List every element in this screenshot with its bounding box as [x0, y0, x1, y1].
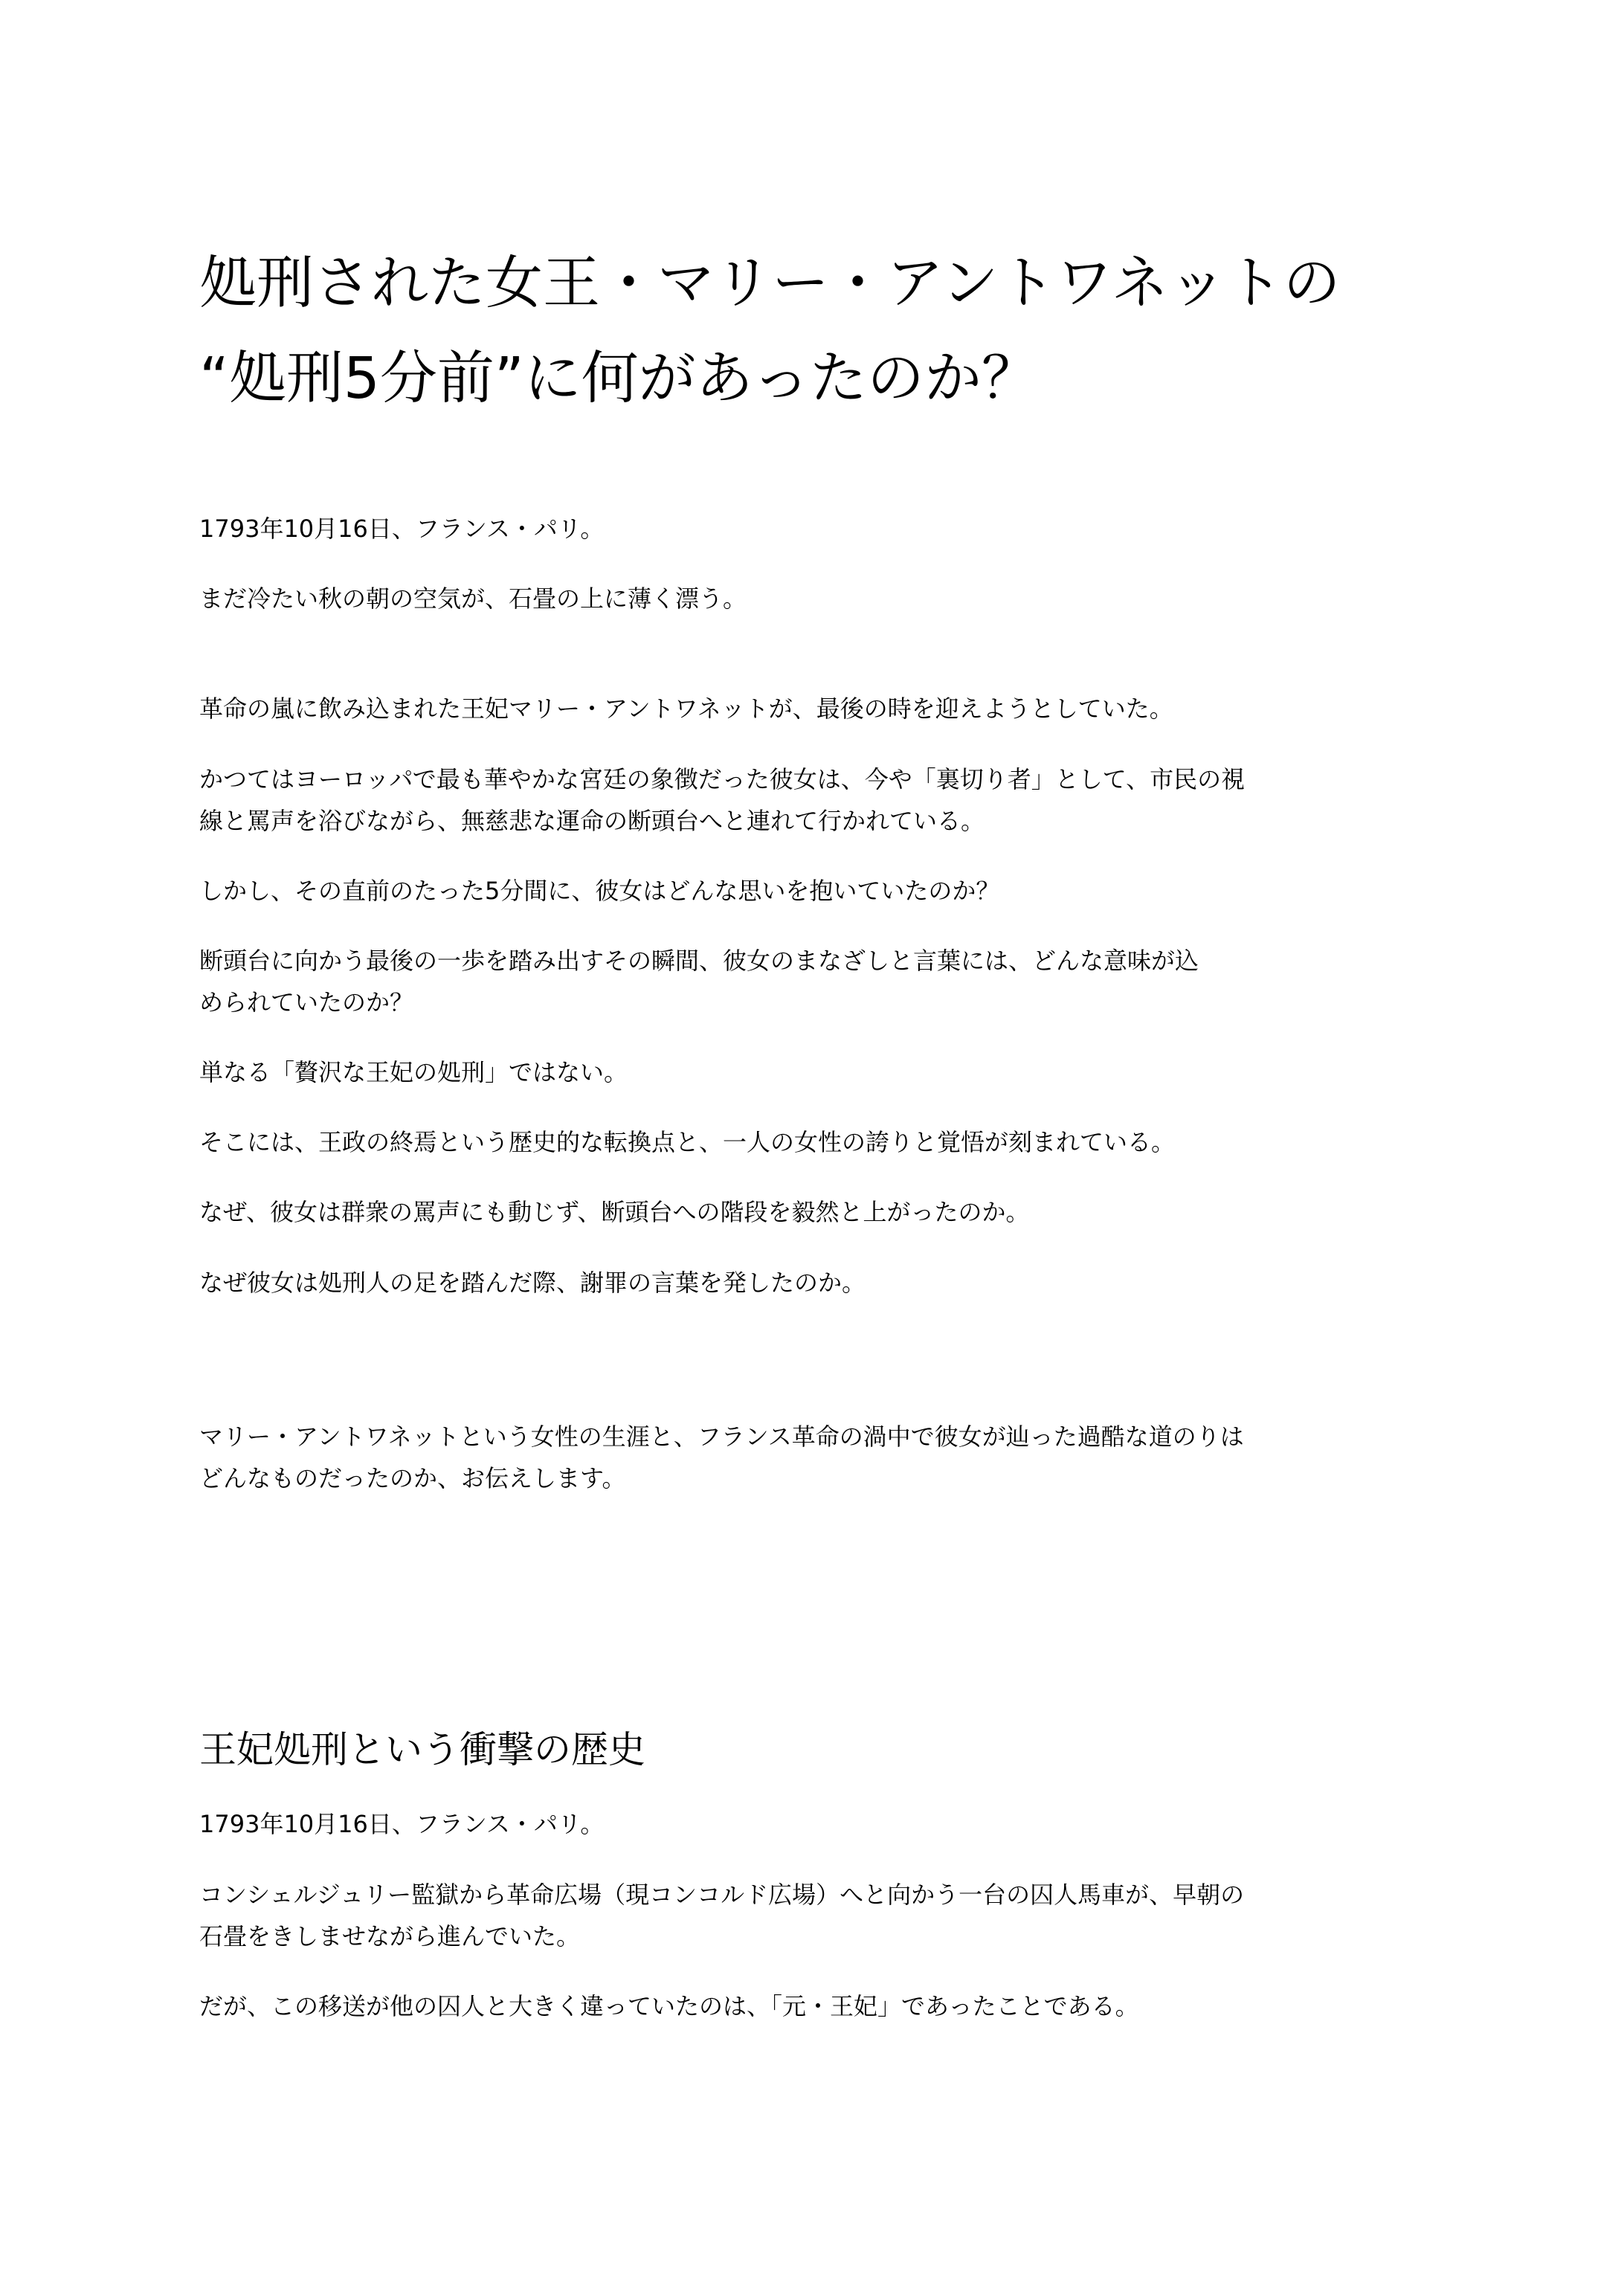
intro-paragraph-why-apology: なぜ彼女は処刑人の足を踏んだ際、謝罪の言葉を発したのか。 — [199, 1269, 866, 1297]
section-heading: 王妃処刑という衝撃の歴史 — [199, 1728, 645, 1771]
intro-paragraph-summary-line-2: どんなものだったのか、お伝えします。 — [199, 1464, 626, 1492]
intro-paragraph-court — [199, 758, 1449, 842]
intro-paragraph-storm: 革命の嵐に飲み込まれた王妃マリー・アントワネットが、最後の時を迎えようとしていた。 — [199, 695, 1173, 723]
intro-paragraph-last-step-line-2: められていたのか？ — [199, 988, 414, 1016]
section-paragraph-former-queen: だが、この移送が他の囚人と大きく違っていたのは、「元・王妃」であったことである。 — [199, 1992, 1139, 2020]
document-title — [199, 236, 1463, 427]
intro-paragraph-five-minutes: しかし、その直前のたった5分間に、彼女はどんな思いを抱いていたのか？ — [199, 877, 1000, 905]
intro-paragraph-summary — [199, 1416, 1449, 1499]
section-paragraph-carriage — [199, 1874, 1449, 1957]
intro-paragraph-court-line-1: かつてはヨーロッパで最も華やかな宮廷の象徴だった彼女は、今や「裏切り者」として、市民の視 — [199, 765, 1246, 793]
title-line-1: 処刑された女王・マリー・アントワネットの — [199, 251, 1341, 317]
section-paragraph-carriage-line-2: 石畳をきしませながら進んでいた。 — [199, 1922, 581, 1950]
section-paragraph-carriage-line-1: コンシェルジュリー監獄から革命広場（現コンコルド広場）へと向かう一台の囚人馬車が、早朝の — [199, 1881, 1245, 1909]
intro-paragraph-summary-line-1: マリー・アントワネットという女性の生涯と、フランス革命の渦中で彼女が辿った過酷な道のりは — [199, 1423, 1244, 1451]
intro-paragraph-why-unmoved: なぜ、彼女は群衆の罵声にも動じず、断頭台への階段を毅然と上がったのか。 — [199, 1198, 1030, 1226]
intro-paragraph-date: 1793年10月16日、フランス・パリ。 — [199, 515, 605, 543]
intro-paragraph-turning-point: そこには、王政の終焉という歴史的な転換点と、一人の女性の誇りと覚悟が刻まれている。 — [199, 1128, 1176, 1156]
intro-paragraph-last-step-line-1: 断頭台に向かう最後の一歩を踏み出すその瞬間、彼女のまなざしと言葉には、どんな意味が込 — [199, 947, 1199, 975]
title-line-2: “処刑5分前”に何があったのか？ — [199, 346, 1040, 412]
intro-paragraph-air: まだ冷たい秋の朝の空気が、石畳の上に薄く漂う。 — [199, 584, 747, 613]
section-paragraph-date: 1793年10月16日、フランス・パリ。 — [199, 1810, 605, 1838]
intro-paragraph-last-step — [199, 940, 1449, 1023]
intro-paragraph-not-simple: 単なる「贅沢な王妃の処刑」ではない。 — [199, 1058, 628, 1086]
intro-paragraph-court-line-2: 線と罵声を浴びながら、無慈悲な運命の断頭台へと連れて行かれている。 — [199, 807, 985, 835]
